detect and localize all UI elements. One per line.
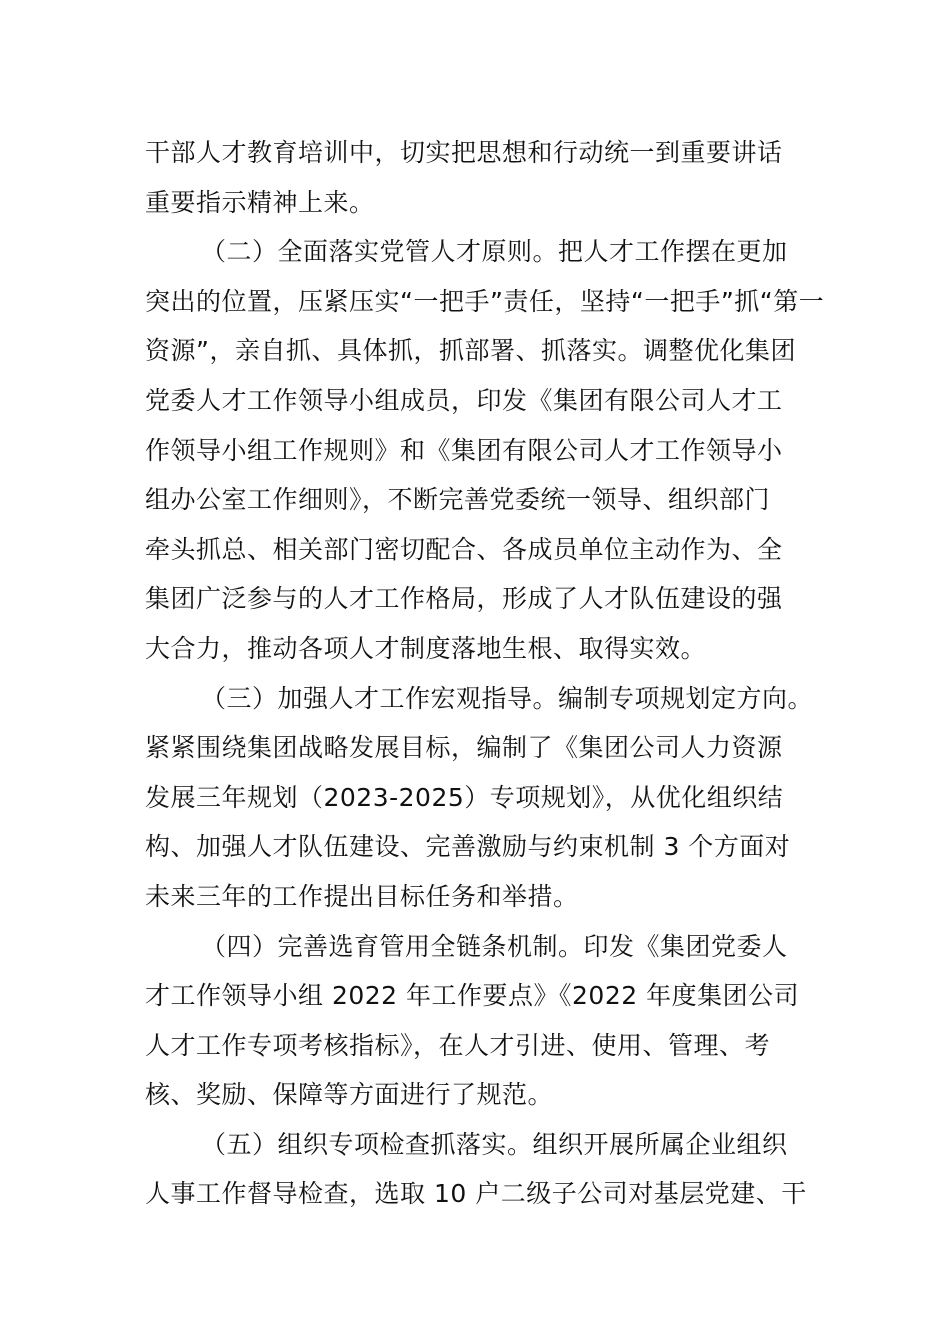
text-line: 组办公室工作细则》，不断完善党委统一领导、组织部门 xyxy=(145,485,771,515)
text-line: 未来三年的工作提出目标任务和举措。 xyxy=(145,881,579,911)
section-heading-line: （三）加强人才工作宏观指导。编制专项规划定方向。 xyxy=(201,683,814,713)
text-line: 集团广泛参与的人才工作格局，形成了人才队伍建设的强 xyxy=(145,584,783,614)
text-line: 牵头抓总、相关部门密切配合、各成员单位主动作为、全 xyxy=(145,534,783,564)
text-line: 才工作领导小组 2022 年工作要点》《2022 年度集团公司 xyxy=(145,981,800,1011)
text-line: 大合力，推动各项人才制度落地生根、取得实效。 xyxy=(145,633,707,663)
text-line: 人事工作督导检查，选取 10 户二级子公司对基层党建、干 xyxy=(145,1179,807,1209)
text-line: 人才工作专项考核指标》，在人才引进、使用、管理、考 xyxy=(145,1030,771,1060)
text-line: 突出的位置，压紧压实“一把手”责任，坚持“一把手”抓“第一 xyxy=(145,286,825,316)
text-line: 作领导小组工作规则》和《集团有限公司人才工作领导小 xyxy=(145,435,783,465)
text-line: 资源”，亲自抓、具体抓，抓部署、抓落实。调整优化集团 xyxy=(145,336,796,366)
text-line: 党委人才工作领导小组成员，印发《集团有限公司人才工 xyxy=(145,385,783,415)
text-line: 构、加强人才队伍建设、完善激励与约束机制 3 个方面对 xyxy=(145,832,791,862)
section-heading-line: （五）组织专项检查抓落实。组织开展所属企业组织 xyxy=(201,1129,788,1159)
section-heading-line: （四）完善选育管用全链条机制。印发《集团党委人 xyxy=(201,931,788,961)
text-line: 发展三年规划（2023-2025）专项规划》，从优化组织结 xyxy=(145,782,784,812)
document-body xyxy=(145,128,825,1219)
text-line: 干部人才教育培训中，切实把思想和行动统一到重要讲话 xyxy=(145,138,783,167)
section-heading-line: （二）全面落实党管人才原则。把人才工作摆在更加 xyxy=(201,237,788,267)
text-line: 紧紧围绕集团战略发展目标，编制了《集团公司人力资源 xyxy=(145,733,783,763)
text-line: 重要指示精神上来。 xyxy=(145,187,375,217)
text-line: 核、奖励、保障等方面进行了规范。 xyxy=(145,1080,554,1110)
